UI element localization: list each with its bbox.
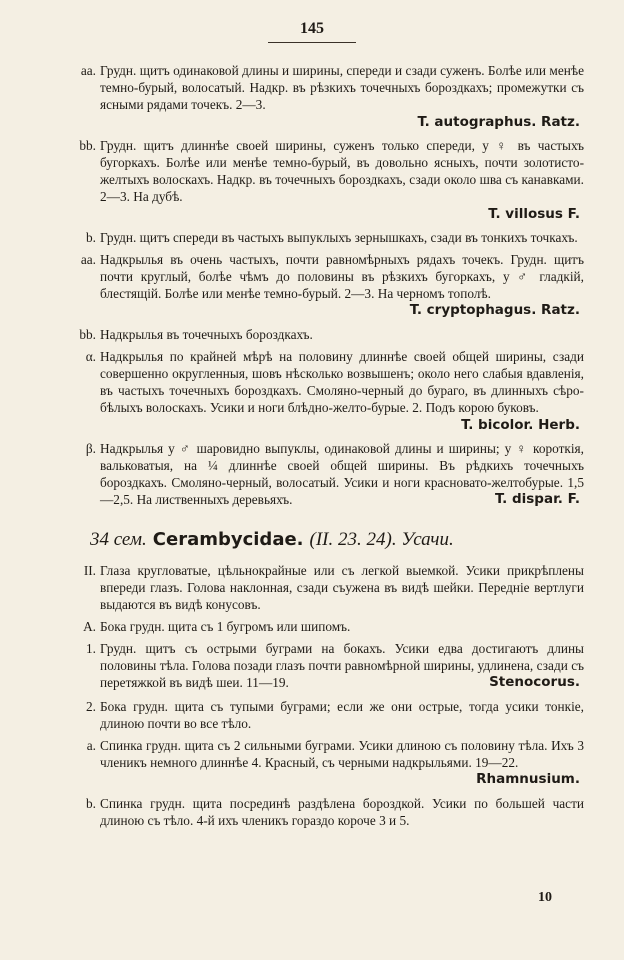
key-entry-marker: b. bbox=[86, 796, 96, 811]
key-entry-marker: a. bbox=[86, 738, 96, 753]
key-entry-line bbox=[60, 640, 584, 691]
key-entry-marker: α. bbox=[85, 349, 96, 364]
key-entry bbox=[60, 562, 584, 618]
key-entry-text bbox=[100, 640, 584, 691]
key-entry-text bbox=[100, 440, 584, 508]
key-entry-line bbox=[60, 326, 584, 343]
key-entry-line bbox=[60, 618, 584, 635]
signature-number: 10 bbox=[538, 890, 552, 905]
key-entry-line bbox=[60, 562, 584, 613]
species-name: T. cryptophagus. Ratz. bbox=[409, 302, 580, 318]
family-number: 34 сем. bbox=[90, 529, 147, 550]
key-entry-description: Надкрылья по крайней мѣрѣ на половину длиннѣе своей общей ширины, сзади совершенно округленныя, шовъ нѣсколько возвышенъ; около него слабыя вдавленія, въ частыхъ точечныхъ бороздкахъ. Смоляно-черный до бураго, въ длинныхъ сѣро-бѣлыхъ волоскахъ. Усики и ноги блѣдно-желто-бурые. 2. Подъ корою буковъ. bbox=[100, 349, 584, 415]
key-entry-marker: 1. bbox=[86, 641, 96, 656]
key-entry-description: Грудн. щитъ спереди въ частыхъ выпуклыхъ зернышкахъ, сзади въ тонкихъ точкахъ. bbox=[100, 230, 578, 245]
key-entry-description: Надкрылья въ очень частыхъ, почти равномѣрныхъ рядахъ точекъ. Грудн. щитъ почти круглый, болѣе чѣмъ до половины въ рѣзкихъ бугоркахъ, у ♂ гладкій, блестящій. Болѣе или менѣе темно-бурый. 2—3. На черномъ тополѣ. bbox=[100, 252, 584, 301]
key-entry-description: Надкрылья у ♂ шаровидно выпуклы, одинаковой длины и ширины; у ♀ короткія, вальковатыя, на ¼ длиннѣе своей общей ширины. Въ рѣдкихъ точечныхъ бороздкахъ. Смоляно-черный, волосатый. Усики и ноги красновато-желтобурые. 1,5—2,5. На лиственныхъ деревьяхъ. bbox=[100, 441, 584, 507]
species-name: T. villosus F. bbox=[488, 206, 580, 222]
key-entry-description: Грудн. щитъ съ острыми буграми на бокахъ. Усики едва достигаютъ длины половины тѣла. Голова позади глазъ почти равномѣрной ширины, удлинена, сзади съ перетяжкой въ видѣ шеи. 11—19. bbox=[100, 641, 584, 690]
key-entry-text bbox=[100, 326, 584, 343]
species-name: T. dispar. F. bbox=[494, 491, 580, 507]
key-entry-text bbox=[100, 795, 584, 829]
key-entry-marker: b. bbox=[86, 230, 96, 245]
key-entry-marker: A. bbox=[83, 619, 96, 634]
species-name: T. autographus. Ratz. bbox=[417, 114, 580, 130]
key-entry-text bbox=[100, 229, 584, 246]
key-entry bbox=[60, 62, 584, 131]
key-entry bbox=[60, 326, 584, 348]
family-heading bbox=[90, 531, 584, 548]
species-name: Rhamnusium. bbox=[476, 771, 580, 787]
key-entry bbox=[60, 698, 584, 737]
key-entry-text bbox=[100, 618, 584, 635]
key-entry-line bbox=[60, 62, 584, 113]
key-entry-line bbox=[60, 737, 584, 788]
key-entry-description: Надкрылья въ точечныхъ бороздкахъ. bbox=[100, 327, 313, 342]
key-entry-description: Грудн. щитъ длиннѣе своей ширины, суженъ только спереди, у ♀ въ частыхъ бугоркахъ. Болѣе или менѣе темно-бурый, въ довольно ясныхъ, почти золотисто-желтыхъ волоскахъ. Надкр. въ точечныхъ бороздкахъ, сзади около шва съ канавками. 2—3. На дубѣ. bbox=[100, 138, 584, 204]
family-suffix: (II. 23. 24). Усачи. bbox=[309, 529, 454, 550]
family-name: Cerambycidae. bbox=[152, 529, 304, 550]
key-entry bbox=[60, 251, 584, 326]
key-entry-marker: bb. bbox=[79, 138, 96, 153]
key-entry-description: Спинка грудн. щита посрединѣ раздѣлена бороздкой. Усики по большей части длиною съ тѣло. 4-й ихъ членикъ гораздо короче 3 и 5. bbox=[100, 796, 584, 828]
key-entry-marker: aa. bbox=[80, 252, 96, 267]
key-entry bbox=[60, 229, 584, 251]
key-entry-marker: β. bbox=[85, 441, 96, 456]
key-entry-marker: II. bbox=[83, 563, 96, 578]
key-entry-description: Спинка грудн. щита съ 2 сильными буграми. Усики длиною съ половину тѣла. Ихъ 3 члeникъ немного длиннѣе 4. Красный, съ черными надкрыльями. 19—22. bbox=[100, 738, 584, 770]
key-section-cerambycidae bbox=[60, 562, 584, 834]
key-entry-text bbox=[100, 251, 584, 319]
key-entry-marker: bb. bbox=[79, 327, 96, 342]
key-entry-line bbox=[60, 698, 584, 732]
page-number: 145 bbox=[300, 20, 324, 37]
species-name: T. bicolor. Herb. bbox=[461, 417, 580, 433]
key-entry bbox=[60, 618, 584, 640]
key-entry bbox=[60, 137, 584, 223]
key-entry-text bbox=[100, 348, 584, 416]
key-entry bbox=[60, 795, 584, 834]
key-entry-description: Бока грудн. щита съ тупыми буграми; если же они острые, тогда усики тонкіе, длиною почти во все тѣло. bbox=[100, 699, 584, 731]
page-number-rule bbox=[268, 42, 356, 43]
key-entry-text bbox=[100, 562, 584, 613]
key-entry-text bbox=[100, 698, 584, 732]
key-entry bbox=[60, 348, 584, 434]
key-entry-line bbox=[60, 229, 584, 246]
key-entry-text bbox=[100, 137, 584, 205]
key-entry-description: Грудн. щитъ одинаковой длины и ширины, спереди и сзади суженъ. Болѣе или менѣе темно-бурый, волосатый. Надкр. въ рѣзкихъ точечныхъ бороздкахъ; промежутки съ ясными рядами точекъ. 2—3. bbox=[100, 63, 584, 112]
species-name: Stenocorus. bbox=[489, 674, 580, 690]
page-body bbox=[60, 62, 584, 834]
key-entry bbox=[60, 737, 584, 795]
key-entry-text bbox=[100, 62, 584, 113]
key-entry-line bbox=[60, 348, 584, 416]
key-entry-marker: aa. bbox=[80, 63, 96, 78]
key-section-tomicus bbox=[60, 62, 584, 515]
key-entry-line bbox=[60, 251, 584, 319]
key-entry bbox=[60, 440, 584, 515]
key-entry-description: Глаза кругловатые, цѣльнокрайные или съ легкой выемкой. Усики прикрѣплены впереди глазъ. Голова наклонная, сзади съужена въ видѣ шейки. Переднiе вертлуги выдаются въ видѣ конусовъ. bbox=[100, 563, 584, 612]
key-entry bbox=[60, 640, 584, 698]
key-entry-text bbox=[100, 737, 584, 788]
key-entry-line bbox=[60, 795, 584, 829]
key-entry-line bbox=[60, 137, 584, 205]
key-entry-marker: 2. bbox=[86, 699, 96, 714]
key-entry-description: Бока грудн. щита съ 1 бугромъ или шипомъ. bbox=[100, 619, 351, 634]
key-entry-line bbox=[60, 440, 584, 508]
